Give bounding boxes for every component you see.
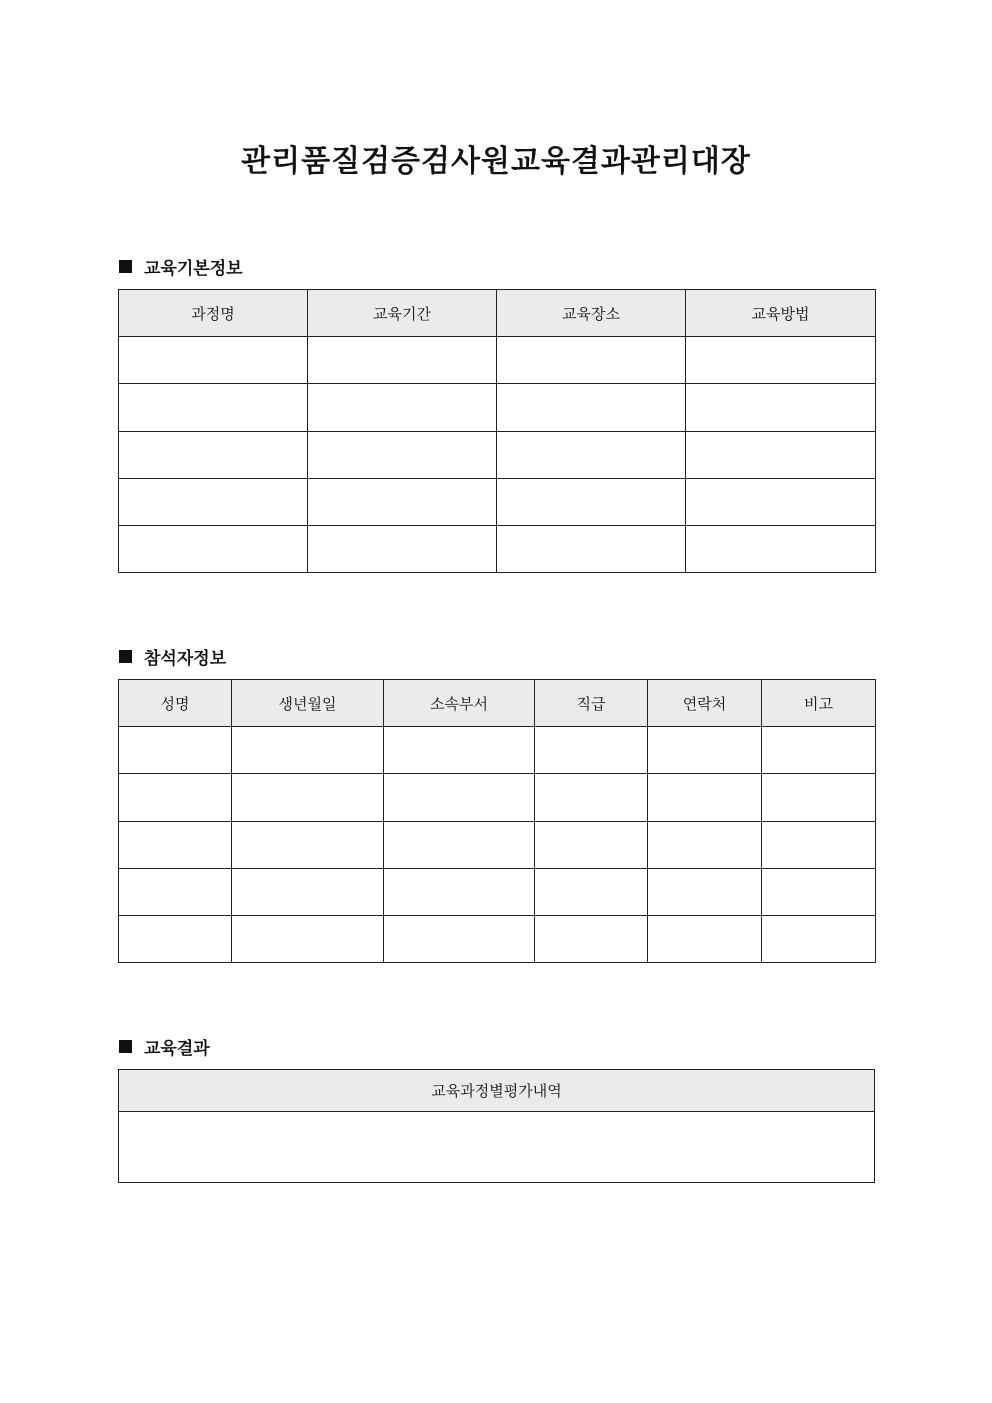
column-header: 연락처 bbox=[648, 680, 762, 727]
table-row bbox=[119, 868, 876, 915]
table-cell[interactable] bbox=[232, 915, 384, 962]
square-bullet-icon bbox=[119, 1040, 132, 1053]
column-header: 비고 bbox=[762, 680, 876, 727]
table-cell[interactable] bbox=[648, 727, 762, 774]
table-cell[interactable] bbox=[308, 525, 497, 572]
table-row bbox=[119, 525, 876, 572]
square-bullet-icon bbox=[119, 650, 132, 663]
table-cell[interactable] bbox=[497, 337, 686, 384]
table-cell[interactable] bbox=[762, 774, 876, 821]
table-cell[interactable] bbox=[686, 384, 876, 431]
table-cell[interactable] bbox=[535, 774, 648, 821]
column-header: 직급 bbox=[535, 680, 648, 727]
basic-info-table bbox=[118, 289, 876, 573]
table-cell[interactable] bbox=[119, 915, 232, 962]
table-cell[interactable] bbox=[308, 478, 497, 525]
table-cell[interactable] bbox=[762, 821, 876, 868]
column-header: 교육장소 bbox=[497, 290, 686, 337]
table-cell[interactable] bbox=[648, 915, 762, 962]
table-row bbox=[119, 1112, 875, 1183]
column-header: 과정명 bbox=[119, 290, 308, 337]
table-cell[interactable] bbox=[232, 821, 384, 868]
table-header-row bbox=[119, 680, 876, 727]
table-cell[interactable] bbox=[648, 774, 762, 821]
table-row bbox=[119, 774, 876, 821]
table-cell[interactable] bbox=[762, 868, 876, 915]
table-cell[interactable] bbox=[762, 915, 876, 962]
column-header: 교육과정별평가내역 bbox=[119, 1070, 875, 1112]
table-row bbox=[119, 337, 876, 384]
table-row bbox=[119, 384, 876, 431]
table-cell[interactable] bbox=[497, 384, 686, 431]
column-header: 교육방법 bbox=[686, 290, 876, 337]
attendee-info-table bbox=[118, 679, 876, 963]
table-cell[interactable] bbox=[384, 915, 535, 962]
section-heading-label: 교육기본정보 bbox=[144, 259, 243, 279]
table-cell[interactable] bbox=[384, 727, 535, 774]
table-cell[interactable] bbox=[119, 868, 232, 915]
table-cell[interactable] bbox=[232, 868, 384, 915]
table-cell[interactable] bbox=[119, 821, 232, 868]
table-cell[interactable] bbox=[119, 727, 232, 774]
table-header-row bbox=[119, 1070, 875, 1112]
section-heading-attendee-info bbox=[119, 644, 226, 669]
table-cell[interactable] bbox=[535, 915, 648, 962]
table-cell[interactable] bbox=[308, 337, 497, 384]
table-cell[interactable] bbox=[119, 774, 232, 821]
table-cell[interactable] bbox=[384, 774, 535, 821]
table-cell[interactable] bbox=[497, 431, 686, 478]
table-header-row bbox=[119, 290, 876, 337]
table-cell[interactable] bbox=[686, 337, 876, 384]
table-row bbox=[119, 727, 876, 774]
table-row bbox=[119, 821, 876, 868]
section-heading-label: 교육결과 bbox=[144, 1039, 210, 1059]
table-cell[interactable] bbox=[535, 821, 648, 868]
table-cell[interactable] bbox=[762, 727, 876, 774]
column-header: 생년월일 bbox=[232, 680, 384, 727]
section-heading-training-result bbox=[119, 1034, 210, 1059]
column-header: 소속부서 bbox=[384, 680, 535, 727]
table-row bbox=[119, 431, 876, 478]
table-cell[interactable] bbox=[119, 431, 308, 478]
table-cell[interactable] bbox=[119, 384, 308, 431]
table-cell[interactable] bbox=[648, 821, 762, 868]
table-row bbox=[119, 478, 876, 525]
table-cell[interactable] bbox=[308, 431, 497, 478]
column-header: 교육기간 bbox=[308, 290, 497, 337]
table-cell[interactable] bbox=[119, 337, 308, 384]
section-heading-basic-info bbox=[119, 254, 243, 279]
square-bullet-icon bbox=[119, 260, 132, 273]
table-cell[interactable] bbox=[384, 868, 535, 915]
table-cell[interactable] bbox=[686, 431, 876, 478]
table-cell[interactable] bbox=[686, 525, 876, 572]
table-cell[interactable] bbox=[648, 868, 762, 915]
table-cell[interactable] bbox=[384, 821, 535, 868]
table-cell[interactable] bbox=[232, 774, 384, 821]
section-heading-label: 참석자정보 bbox=[144, 649, 227, 669]
table-cell[interactable] bbox=[535, 727, 648, 774]
table-cell[interactable] bbox=[497, 525, 686, 572]
table-row bbox=[119, 915, 876, 962]
training-result-table bbox=[118, 1069, 875, 1183]
page-title: 관리품질검증검사원교육결과관리대장 bbox=[241, 144, 751, 179]
evaluation-content-cell[interactable] bbox=[119, 1112, 875, 1183]
table-cell[interactable] bbox=[497, 478, 686, 525]
column-header: 성명 bbox=[119, 680, 232, 727]
table-cell[interactable] bbox=[232, 727, 384, 774]
table-cell[interactable] bbox=[535, 868, 648, 915]
table-cell[interactable] bbox=[119, 478, 308, 525]
table-cell[interactable] bbox=[686, 478, 876, 525]
table-cell[interactable] bbox=[119, 525, 308, 572]
table-cell[interactable] bbox=[308, 384, 497, 431]
